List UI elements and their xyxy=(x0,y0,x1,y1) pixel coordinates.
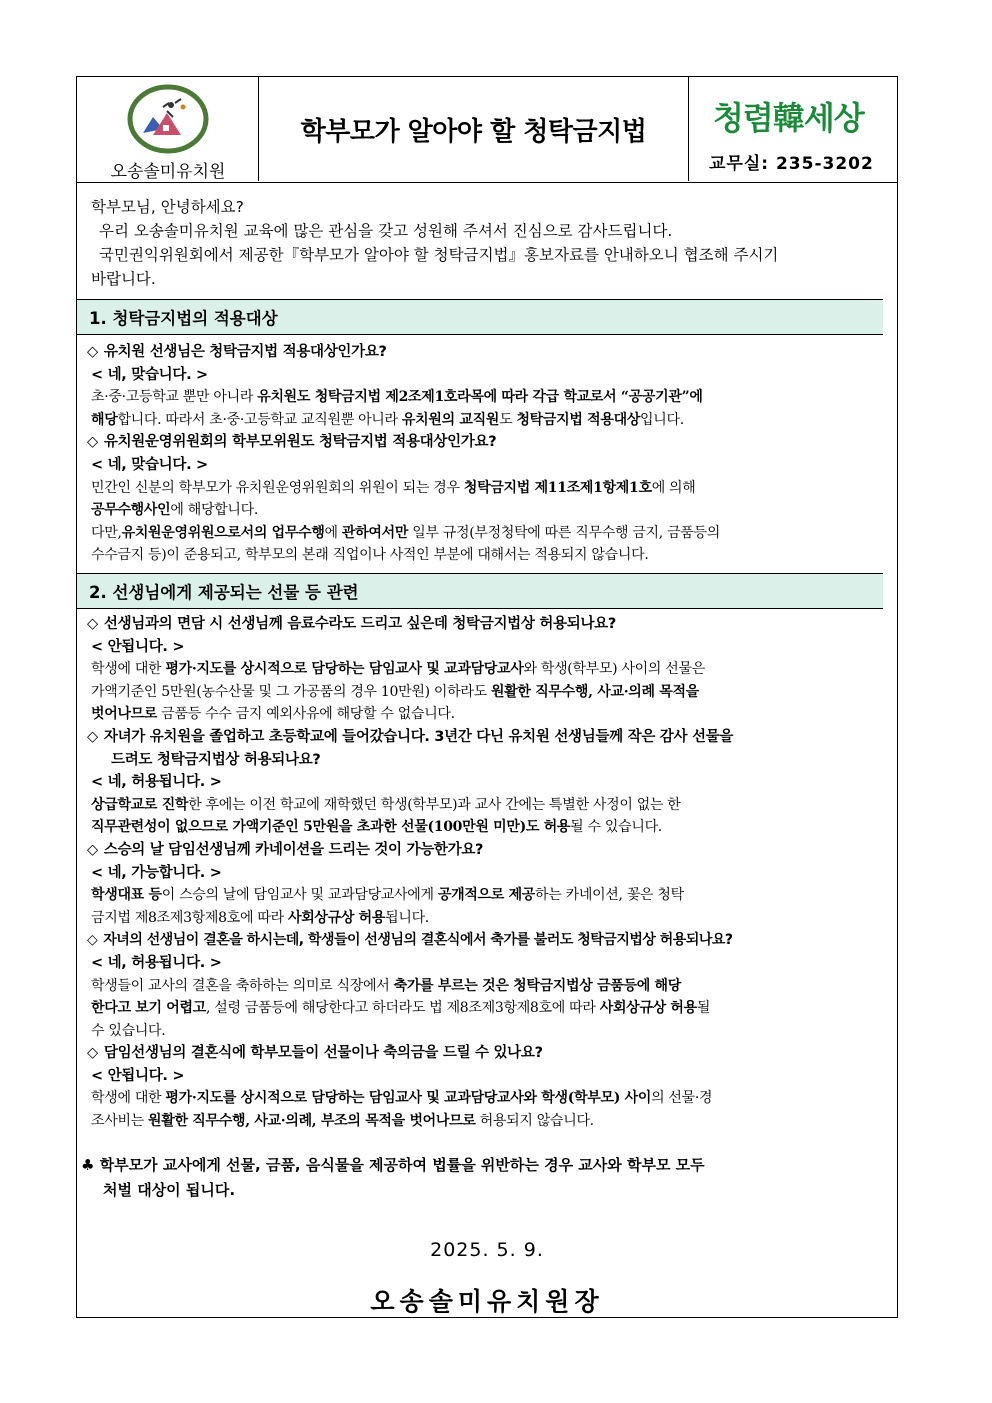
intro-line: 우리 오송솔미유치원 교육에 많은 관심을 갖고 성원해 주셔서 진심으로 감사드립니다. xyxy=(99,222,673,240)
document-frame xyxy=(76,76,898,1318)
question: ◇ 유치원운영위원회의 학부모위원도 청탁금지법 적용대상인가요? xyxy=(87,434,497,451)
answer: < 네, 맞습니다. > xyxy=(91,456,208,473)
explanation-line: 학생들이 교사의 결혼을 축하하는 의미로 식장에서 축가를 부르는 것은 청탁금지법상 금품등에 해당 xyxy=(91,977,681,994)
diamond-icon: ◇ xyxy=(87,344,98,360)
section-2-heading: 2. 선생님에게 제공되는 선물 등 관련 xyxy=(77,573,883,609)
answer: < 네, 허용됩니다. > xyxy=(91,954,222,971)
explanation-line: 상급학교로 진학한 후에는 이전 학교에 재학했던 학생(학부모)과 교사 간에는 특별한 사정이 없는 한 xyxy=(91,796,681,813)
intro-line: 국민권익위원회에서 제공한『학부모가 알아야 할 청탁금지법』홍보자료를 안내하오니 협조해 주시기 xyxy=(99,246,779,264)
question: ◇ 자녀의 선생님이 결혼을 하시는데, 학생들이 선생님의 결혼식에서 축가를 불러도 청탁금지법상 허용되나요? xyxy=(87,932,733,949)
diamond-icon: ◇ xyxy=(87,616,98,632)
diamond-icon: ◇ xyxy=(87,1045,98,1062)
section-2-body xyxy=(87,613,887,1133)
notice-line: 처벌 대상이 됩니다. xyxy=(103,1181,236,1199)
diamond-icon: ◇ xyxy=(87,932,98,949)
diamond-icon: ◇ xyxy=(87,728,98,745)
question-continued: 드려도 청탁금지법상 허용되나요? xyxy=(111,751,321,768)
office-phone: 교무실: 235-3202 xyxy=(709,154,874,174)
explanation-line: 가액기준인 5만원(농수산물 및 그 가공품의 경우 10만원) 이하라도 원활한 직무수행, 사교·의례 목적을 xyxy=(91,683,699,700)
explanation-line: 학생에 대한 평가·지도를 상시적으로 담당하는 담임교사 및 교과담당교사와 학생(학부모) 사이의 선물·경 xyxy=(91,1090,713,1107)
explanation-line: 조사비는 원활한 직무수행, 사교·의례, 부조의 목적을 벗어나므로 허용되지 않습니다. xyxy=(91,1113,594,1130)
section-1-heading: 1. 청탁금지법의 적용대상 xyxy=(77,299,883,335)
slogan-logo xyxy=(709,85,889,145)
principal-signature: 오송솔미유치원장 xyxy=(370,1287,604,1316)
explanation-line: 직무관련성이 없으므로 가액기준인 5만원을 초과한 선물(100만원 미만)도 허용될 수 있습니다. xyxy=(91,819,662,836)
slogan-text: 청렴韓세상 xyxy=(713,99,864,137)
explanation-line: 초·중·고등학교 뿐만 아니라 유치원도 청탁금지법 제2조제1호라목에 따라 각급 학교로서 “공공기관”에 xyxy=(91,389,703,406)
page-title: 학부모가 알아야 할 청탁금지법 xyxy=(259,77,689,181)
notice-line: 학부모가 교사에게 선물, 금품, 음식물을 제공하여 법률을 위반하는 경우 교사와 학부모 모두 xyxy=(99,1156,705,1174)
explanation-line: 금지법 제8조제3항제8호에 따라 사회상규상 허용됩니다. xyxy=(91,909,429,926)
explanation-line: 학생대표 등이 스승의 날에 담임교사 및 교과담당교사에게 공개적으로 제공하는 카네이션, 꽃은 청탁 xyxy=(91,887,684,904)
explanation-line: 다만,유치원운영위원으로서의 업무수행에 관하여서만 일부 규정(부정청탁에 따른 직무수행 금지, 금품등의 xyxy=(91,524,720,541)
question: ◇ 유치원 선생님은 청탁금지법 적용대상인가요? xyxy=(87,344,387,360)
explanation-line: 벗어나므로 금품등 수수 금지 예외사유에 해당할 수 없습니다. xyxy=(91,706,455,723)
explanation-line: 수 있습니다. xyxy=(91,1022,166,1039)
explanation-line: 민간인 신분의 학부모가 유치원운영위원회의 위원이 되는 경우 청탁금지법 제11조제1항제1호에 의해 xyxy=(91,479,696,496)
document-date: 2025. 5. 9. xyxy=(430,1239,544,1261)
diamond-icon: ◇ xyxy=(87,841,98,858)
question: ◇ 스승의 날 담임선생님께 카네이션을 드리는 것이 가능한가요? xyxy=(87,841,484,858)
explanation-line: 공무수행사인에 해당합니다. xyxy=(91,502,258,519)
section-1-body xyxy=(87,341,887,567)
intro-text xyxy=(91,195,881,291)
intro-line: 바랍니다. xyxy=(91,270,156,288)
intro-line: 학부모님, 안녕하세요? xyxy=(91,198,244,216)
answer: < 네, 허용됩니다. > xyxy=(91,774,222,791)
explanation-line: 한다고 보기 어렵고, 설령 금품등에 해당한다고 하더라도 법 제8조제3항제8호에 따라 사회상규상 허용될 xyxy=(91,1000,711,1017)
explanation-line: 수수금지 등)이 준용되고, 학부모의 본래 직업이나 사적인 부분에 대해서는 적용되지 않습니다. xyxy=(91,547,649,564)
school-name: 오송솔미유치원 xyxy=(110,162,226,182)
answer: < 네, 맞습니다. > xyxy=(91,366,208,383)
question: ◇ 자녀가 유치원을 졸업하고 초등학교에 들어갔습니다. 3년간 다닌 유치원 선생님들께 작은 감사 선물을 xyxy=(87,728,734,745)
header xyxy=(77,77,897,183)
explanation-line: 해당합니다. 따라서 초·중·고등학교 교직원뿐 아니라 유치원의 교직원도 청탁금지법 적용대상입니다. xyxy=(91,411,684,428)
club-icon: ♣ xyxy=(81,1156,95,1174)
explanation-line: 학생에 대한 평가·지도를 상시적으로 담당하는 담임교사 및 교과담당교사와 학생(학부모) 사이의 선물은 xyxy=(91,661,705,678)
school-logo-icon xyxy=(123,83,213,155)
answer: < 안됩니다. > xyxy=(91,638,185,655)
header-right xyxy=(689,77,897,181)
diamond-icon: ◇ xyxy=(87,434,98,451)
penalty-notice xyxy=(81,1153,881,1203)
answer: < 네, 가능합니다. > xyxy=(91,864,222,881)
school-logo-cell xyxy=(77,77,259,181)
question: ◇ 선생님과의 면담 시 선생님께 음료수라도 드리고 싶은데 청탁금지법상 허용되나요? xyxy=(87,616,616,632)
answer: < 안됩니다. > xyxy=(91,1067,185,1084)
question: ◇ 담임선생님의 결혼식에 학부모들이 선물이나 축의금을 드릴 수 있나요? xyxy=(87,1045,543,1062)
